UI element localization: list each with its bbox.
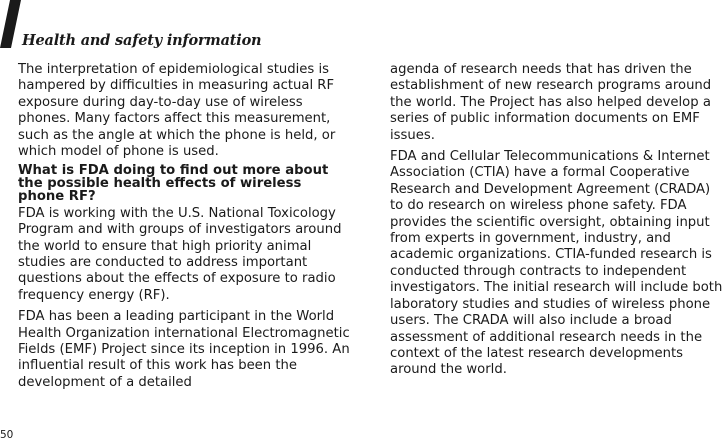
body-paragraph: agenda of research needs that has driven the establishment of new research programs around the world. The Project has also helped develop a series of public information documents on EMF issues.: [390, 62, 712, 143]
body-paragraph: FDA has been a leading participant in the World Health Organization international Electromagnetic Fields (EMF) Project since its inception in 1996. An influential result of this work has been the development of a detailed: [18, 309, 350, 390]
body-paragraph: FDA is working with the U.S. National Toxicology Program and with groups of investigators around the world to ensure that high priority animal studies are conducted to address important questions about the effects of exposure to radio frequency energy (RF).: [18, 205, 342, 303]
section-title: Health and safety information: [22, 32, 262, 49]
page-number: 50: [0, 429, 14, 441]
body-paragraph: The interpretation of epidemiological studies is hampered by difficulties in measuring actual RF exposure during day-to-day use of wireless phones. Many factors affect this measurement, such as the angle at which the phone is held, or which model of phone is used.: [18, 62, 336, 160]
question-heading: What is FDA doing to find out more about the possible health effects of wireless phone RF?: [18, 163, 329, 205]
left-column: [18, 62, 352, 396]
right-column: [390, 62, 722, 384]
header-slash-mark: [0, 0, 22, 48]
body-paragraph: FDA and Cellular Telecommunications & Internet Association (CTIA) have a formal Cooperative Research and Development Agreement (CRADA) to do research on wireless phone safety. FDA provides the scientific oversight, obtaining input from experts in government, industry, and academic organizations. CTIA-funded research is conducted through contracts to independent investigators. The initial research will include both laboratory studies and studies of wireless phone users. The CRADA will also include a broad assessment of additional research needs in the context of the latest research developments around the world.: [390, 149, 722, 378]
